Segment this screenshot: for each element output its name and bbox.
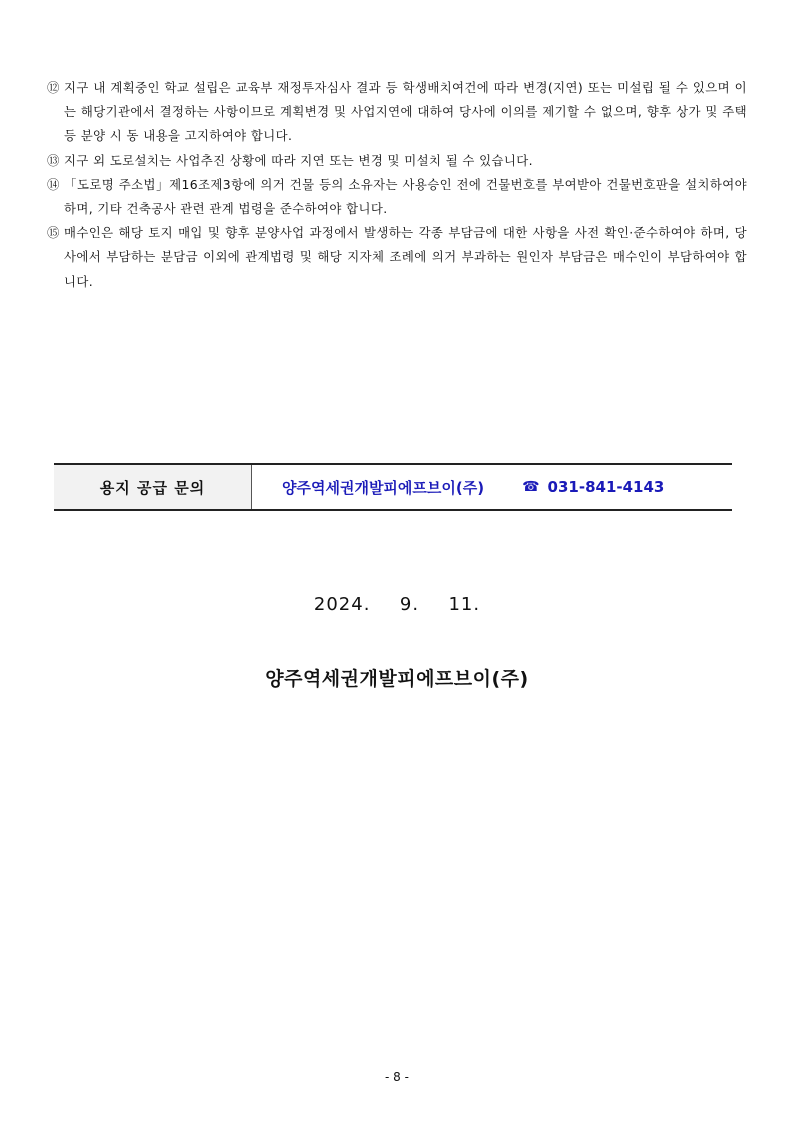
document-date: 2024. 9. 11. <box>313 594 481 615</box>
page-number: - 8 - <box>385 1070 409 1084</box>
notes-list <box>47 76 747 294</box>
note-text: 지구 외 도로설치는 사업추진 상황에 따라 지연 또는 변경 및 미설치 될 수 있습니다. <box>64 152 533 168</box>
note-text: 지구 내 계획중인 학교 설립은 교육부 재정투자심사 결과 등 학생배치여건에 따라 변경(지연) 또는 미설립 될 수 있으며 이는 해당기관에서 결정하는 사항이므로 계획변경 및 사업지연에 대하여 당사에 이의를 제기할 수 없으며, 향후 상가 및 주택 등 분양 시 동 내용을 고지하여야 합니다. <box>64 80 747 144</box>
note-number: ⑭ <box>47 176 60 192</box>
note-item-13 <box>47 149 747 173</box>
contact-label: 용지 공급 문의 <box>54 465 252 509</box>
contact-phone: 031-841-4143 <box>547 478 665 496</box>
note-item-12 <box>47 76 747 149</box>
note-text: 매수인은 해당 토지 매입 및 향후 분양사업 과정에서 발생하는 각종 부담금에 대한 사항을 사전 확인·준수하여야 하며, 당사에서 부담하는 분담금 이외에 관계법령 및 해당 지자체 조례에 의거 부과하는 원인자 부담금은 매수인이 부담하여야 합니다. <box>64 225 747 289</box>
issuer-signature: 양주역세권개발피에프브이(주) <box>265 668 529 690</box>
note-number: ⑬ <box>47 152 60 168</box>
phone-icon: ☎ <box>522 479 540 495</box>
note-number: ⑫ <box>47 80 60 95</box>
contact-company: 양주역세권개발피에프브이(주) <box>282 478 485 497</box>
note-number: ⑮ <box>47 225 60 241</box>
note-item-14 <box>47 173 747 221</box>
contact-info <box>252 465 732 509</box>
note-text: 「도로명 주소법」제16조제3항에 의거 건물 등의 소유자는 사용승인 전에 건물번호를 부여받아 건물번호판을 설치하여야 하며, 기타 건축공사 관련 관계 법령을 준수하여야 합니다. <box>64 176 747 217</box>
contact-box <box>54 463 732 511</box>
note-item-15 <box>47 221 747 294</box>
